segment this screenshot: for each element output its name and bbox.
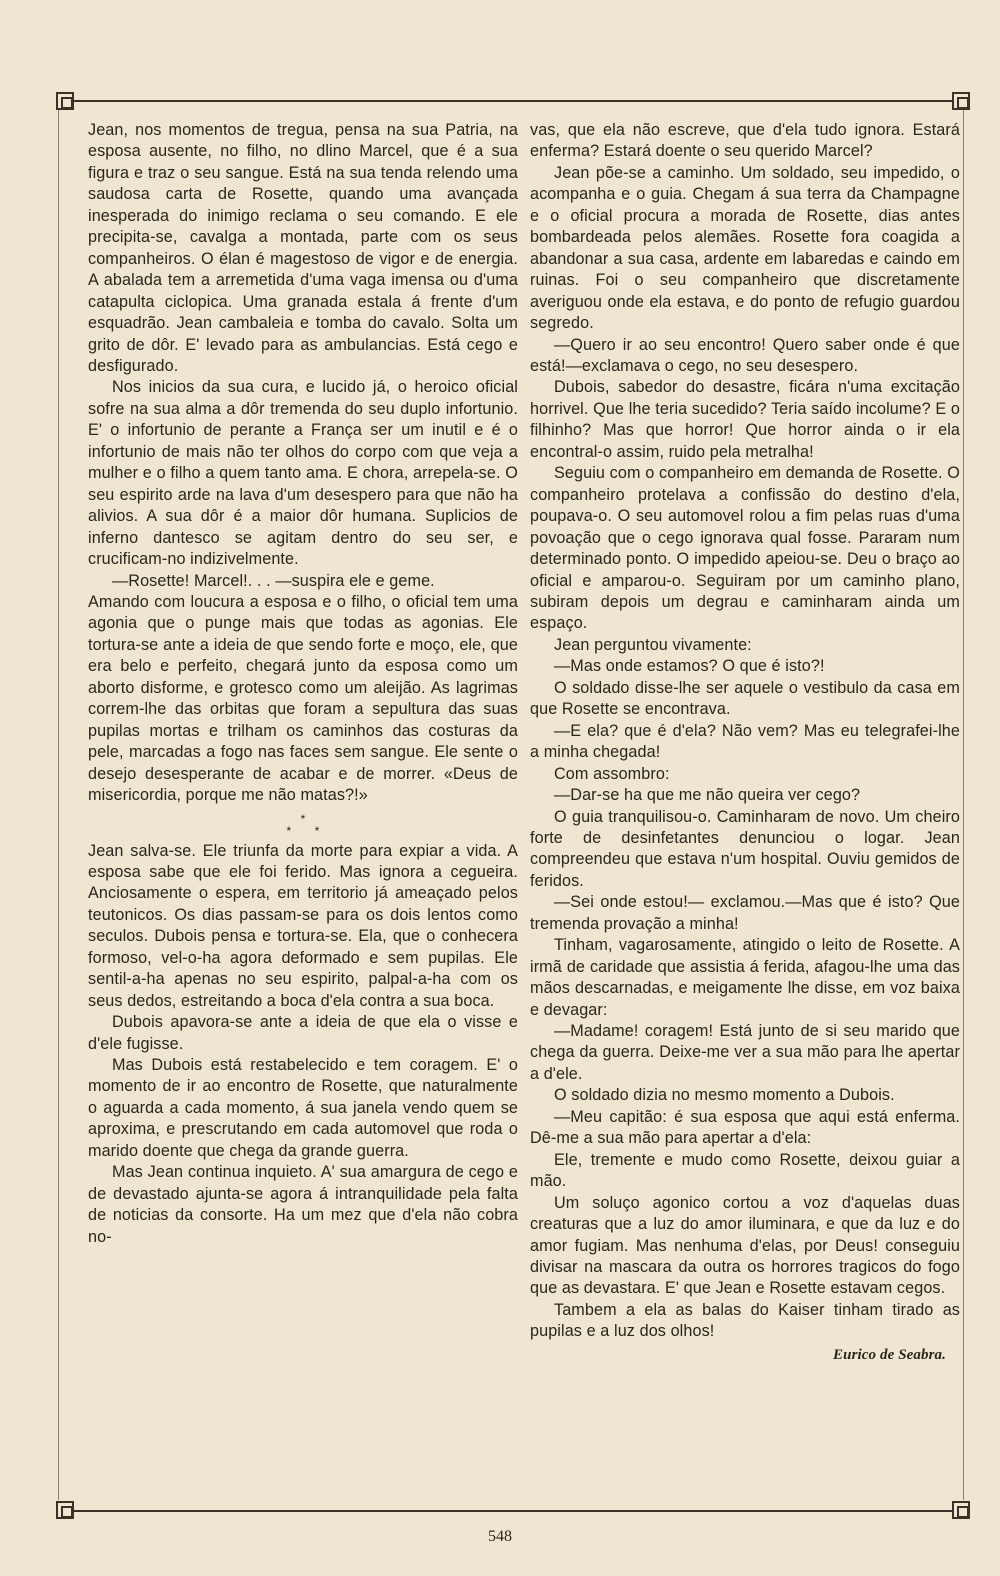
paragraph: —Sei onde estou!— exclamou.—Mas que é isto? Que tremenda provação a minha!	[530, 893, 960, 933]
corner-ornament-bottom-right	[952, 1501, 970, 1519]
paragraph: Amando com loucura a esposa e o filho, o oficial tem uma agonia que o punge mais que todas as agonias. Ele tortura-se ante a ideia de que sendo forte e moço, ele, que era belo e perfeito, chegará junto da esposa como um aborto disforme, e grotesco como um aleijão. As lagrimas correm-lhe das orbitas que foram a sepultura das suas pupilas mortas e trilham os caminhos das costuras da pele, marcadas a fogo nas faces sem sangue. Ele sente o desejo desesperante de acabar e de morrer. «Deus de misericordia, porque me não matas?!»	[88, 592, 518, 805]
paragraph: Dubois apavora-se ante a ideia de que ela o visse e d'ele fugisse.	[88, 1013, 518, 1053]
corner-ornament-top-left	[56, 92, 74, 110]
paragraph: —Mas onde estamos? O que é isto?!	[554, 657, 825, 676]
paragraph: O soldado disse-lhe ser aquele o vestibulo da casa em que Rosette se encontrava.	[530, 678, 960, 719]
paragraph: Jean, nos momentos de tregua, pensa na sua Patria, na esposa ausente, no filho, no dlino Marcel, que é a sua figura e traz o seu sangue. Está na sua tenda relendo uma saudosa carta de Rosette, quando uma avançada inesperada do inimigo reclama o seu comando. E ele precipita-se, cavalga a montada, parte com os seus companheiros. O élan é magestoso de vigor e de energia. A abalada tem a arremetida d'uma vaga imensa ou d'uma catapulta ciclopica. Uma granada estala á frente d'um esquadrão. Jean cambaleia e tomba do cavalo. Solta um grito de dôr. E' levado para as ambulancias. Está cego e desfigurado.	[88, 121, 518, 375]
frame-right-rule	[963, 110, 964, 1500]
paragraph: O soldado dizia no mesmo momento a Dubois.	[554, 1086, 895, 1105]
corner-ornament-top-right	[952, 92, 970, 110]
separator-star: *	[300, 811, 306, 826]
paragraph: Tambem a ela as balas do Kaiser tinham tirado as pupilas e a luz dos olhos!	[530, 1300, 960, 1341]
frame-left-rule	[58, 110, 59, 1500]
paragraph: —E ela? que é d'ela? Não vem? Mas eu telegrafei-lhe a minha chegada!	[530, 721, 960, 762]
paragraph: vas, que ela não escreve, que d'ela tudo ignora. Estará enferma? Estará doente o seu querido Marcel?	[530, 121, 960, 161]
paragraph: Mas Dubois está restabelecido e tem coragem. E' o momento de ir ao encontro de Rosette, que naturalmente o aguarda a cada momento, á sua janela vendo quem se aproxima, e prescrutando em cada automovel que roda o marido doente que chega da grande guerra.	[88, 1056, 518, 1160]
paragraph: Mas Jean continua inquieto. A' sua amargura de cego e de devastado ajunta-se agora á intranquilidade pela falta de noticias da consorte. Ha um mez que d'ela não cobra no-	[88, 1163, 518, 1246]
paragraph: Tinham, vagarosamente, atingido o leito de Rosette. A irmã de caridade que assistia á ferida, afagou-lhe uma das mãos descarnadas, e meigamente lhe disse, em voz baixa e devagar:	[530, 936, 960, 1019]
page-number: 548	[488, 1528, 512, 1545]
paragraph: Nos inicios da sua cura, e lucido já, o heroico oficial sofre na sua alma a dôr tremenda do seu duplo infortunio. E' o infortunio de perante a França ser um inutil e é o infortunio de mais não ter olhos do corpo com que veja a mulher e o filho a quem tanto ama. E chora, arrepela-se. O seu espirito arde na lava d'um desespero para que não ha alivios. A sua dôr é a maior dôr humana. Suplicios de inferno dantesco se agitam dentro do seu ser, e crucificam-no indizivelmente.	[88, 378, 518, 569]
separator-star: *	[286, 823, 292, 838]
paragraph: —Quero ir ao seu encontro! Quero saber onde é que está!—exclamava o cego, no seu desespero.	[530, 335, 960, 375]
paragraph: Dubois, sabedor do desastre, ficára n'uma excitação horrivel. Que lhe teria sucedido? Teria saído incolume? E o filhinho? Mas que horror! Que horror ainda o ir ela encontral-o assim, ruido pela metralha!	[530, 378, 960, 461]
paragraph: —Meu capitão: é sua esposa que aqui está enferma. Dê-me a sua mão para apertar a d'ela:	[530, 1107, 960, 1148]
left-column	[88, 120, 518, 1248]
paragraph: Jean perguntou vivamente:	[554, 635, 752, 654]
paragraph: Um soluço agonico cortou a voz d'aquelas duas creaturas que a luz do amor iluminara, e que da luz e do amor fugiam. Mas nenhuma d'elas, por Deus! conseguiu divisar na mascara da outra os horrores tragicos do fogo que as devastara. E' que Jean e Rosette estavam cegos.	[530, 1193, 960, 1298]
frame-top-rule	[72, 100, 952, 102]
paragraph: Jean põe-se a caminho. Um soldado, seu impedido, o acompanha e o guia. Chegam á sua terra da Champagne e o oficial procura a morada de Rosette, dias antes bombardeada pelos alemães. Rosette fora coagida a abandonar a sua casa, ardente em labaredas e caindo em ruinas. Foi o seu companheiro que discretamente averiguou onde ela estava, e do ponto de refugio guardou segredo.	[530, 163, 960, 333]
paragraph: Seguiu com o companheiro em demanda de Rosette. O companheiro protelava a confissão do destino d'ela, poupava-o. O seu automovel rolou a fim pelas ruas d'uma povoação que o cego ignorava qual fosse. Pararam num determinado ponto. O impedido apeiou-se. Deu o braço ao oficial e amparou-o. Seguiram por um caminho plano, subiram depois um degrau e caminharam ainda um espaço.	[530, 464, 960, 633]
paragraph: —Rosette! Marcel!. . . —suspira ele e geme.	[112, 571, 435, 590]
paragraph: O guia tranquilisou-o. Caminharam de novo. Um cheiro forte de desinfetantes denunciou o logar. Jean compreendeu que estava n'um hospital. Ouviu gemidos de feridos.	[530, 807, 960, 890]
corner-ornament-bottom-left	[56, 1501, 74, 1519]
separator-star: *	[314, 823, 320, 838]
author-signature: Eurico de Seabra.	[833, 1346, 946, 1363]
right-column	[530, 120, 960, 1366]
paragraph: —Dar-se ha que me não queira ver cego?	[554, 786, 861, 805]
frame-bottom-rule	[72, 1510, 952, 1512]
paragraph: Ele, tremente e mudo como Rosette, deixou guiar a mão.	[530, 1150, 960, 1191]
paragraph: Jean salva-se. Ele triunfa da morte para expiar a vida. A esposa sabe que ele foi ferido. Mas ignora a cegueira. Anciosamente o espera, em territorio já ameaçado pelos teutonicos. Os dias passam-se para os dois lentos como seculos. Dubois pensa e tortura-se. Ela, que o conhecera formoso, vel-o-ha agora deformado e sem pupilas. Ele sentil-a-ha apenas no seu espirito, palpal-a-ha com os seus dedos, estreitando a boca d'ela contra a sua boca.	[88, 841, 518, 1010]
paragraph: —Madame! coragem! Está junto de si seu marido que chega da guerra. Deixe-me ver a sua mão para lhe apertar a d'ele.	[530, 1022, 960, 1083]
section-separator	[88, 813, 518, 837]
paragraph: Com assombro:	[554, 764, 670, 783]
